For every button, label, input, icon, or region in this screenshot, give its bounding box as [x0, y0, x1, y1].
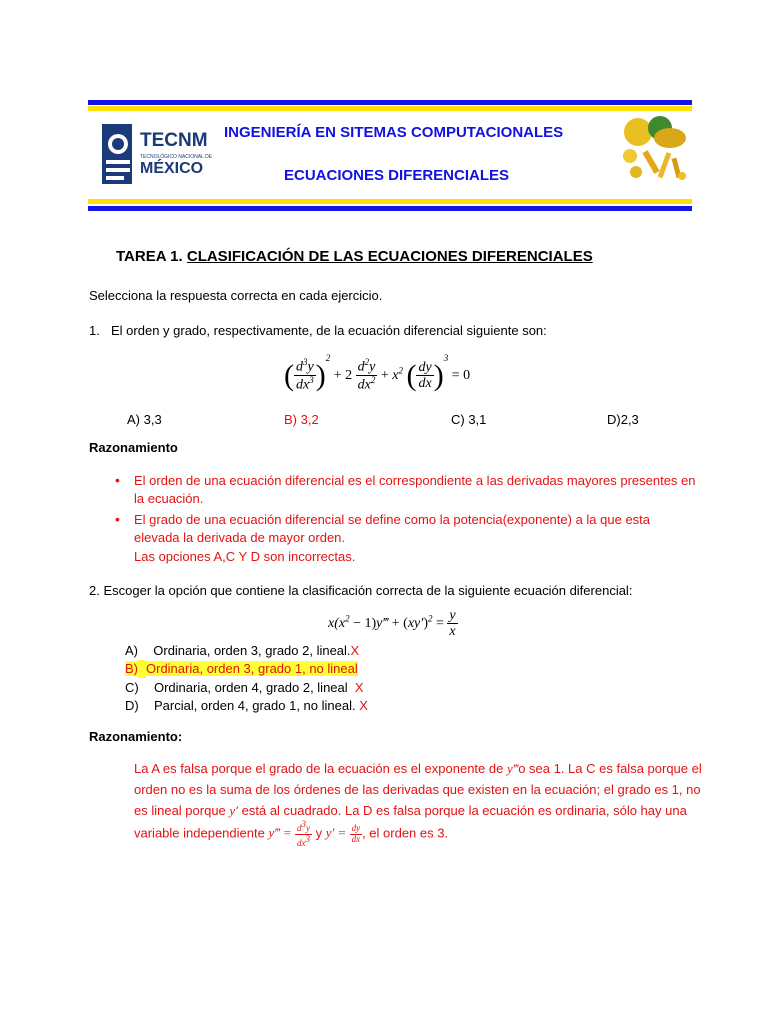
q2-option-c-mark: X — [354, 680, 364, 695]
q2-option-b-text: Ordinaria, orden 3, grado 1, no lineal — [146, 661, 358, 676]
header-bottom-blue-band — [88, 206, 692, 211]
course-name: ECUACIONES DIFERENCIALES — [284, 167, 510, 184]
q2-option-b-letter: B) — [125, 661, 138, 676]
logo-text: TECNM — [140, 130, 208, 151]
q2-reason-line-4b: y — [311, 825, 326, 841]
q2-reason-line-4 — [134, 820, 448, 849]
q1-bullet-2-line-3: Las opciones A,C Y D son incorrectas. — [134, 549, 356, 564]
q1-bullet-1-icon: • — [115, 472, 120, 488]
title-prefix: TAREA 1. — [116, 248, 183, 265]
q1-bullet-1-line-1: El orden de una ecuación diferencial es el correspondiente a las derivadas mayores presentes en — [134, 473, 696, 488]
y-prime-def: y′ = $\frac{dy}{dx}$ — [325, 823, 361, 844]
q2-reason-line-4c: , el orden es 3. — [362, 825, 449, 841]
q2-option-d — [125, 697, 368, 715]
program-name: INGENIERÍA EN SITEMAS COMPUTACIONALES — [224, 124, 564, 141]
q2-option-d-letter: D) — [125, 698, 139, 713]
tecnm-logo — [100, 122, 213, 188]
q2-option-c-text: Ordinaria, orden 4, grado 2, lineal — [153, 680, 348, 695]
q1-number: 1. — [89, 323, 100, 338]
q2-reason-line-1a: La A es falsa porque el grado de la ecuación es el exponente de — [134, 761, 507, 776]
q2-prompt: 2. Escoger la opción que contiene la clasificación correcta de la siguiente ecuación diferencial: — [89, 583, 633, 598]
title-main: CLASIFICACIÓN DE LAS ECUACIONES DIFERENCIALES — [186, 248, 593, 265]
q2-reason-line-1b: o sea 1. La C es falsa porque el — [518, 761, 702, 776]
q2-reason-line-4a: variable independiente — [134, 825, 269, 841]
q2-option-a-letter: A) — [125, 643, 138, 658]
q1-option-c: C) 3,1 — [451, 412, 487, 427]
y-prime: y′ — [229, 803, 239, 818]
q2-reason-line-3a: es lineal porque — [134, 803, 230, 818]
header-top-blue-band — [88, 100, 692, 105]
q1-prompt: El orden y grado, respectivamente, de la ecuación diferencial siguiente son: — [111, 323, 547, 338]
header-bottom-yellow-band — [88, 199, 692, 204]
assignment-title — [116, 248, 593, 265]
q2-option-d-text: Parcial, orden 4, grado 1, no lineal. — [153, 698, 356, 713]
q1-bullet-2-line-1: El grado de una ecuación diferencial se define como la potencia(exponente) a la que esta — [134, 512, 651, 527]
q2-reason-line-1 — [134, 760, 702, 778]
q2-option-d-mark: X — [359, 698, 368, 713]
tecnm-emblem-icon — [100, 122, 136, 186]
q1-option-a: A) 3,3 — [127, 412, 162, 427]
q1-reason-label: Razonamiento — [89, 440, 178, 455]
q1-equation: ( $\frac{d^3y}{dx^3}$ )$^2$ + 2 $\frac{d^2y}{dx^2}$ + $x^2$ ( $\frac{dy}{dx}$ )$^3$ = 0 — [284, 353, 471, 393]
q2-option-b — [125, 660, 358, 678]
logo-country: MÉXICO — [140, 160, 204, 177]
logo-subtext: TECNOLÓGICO NACIONAL DE — [140, 154, 213, 160]
header-top-yellow-band — [88, 106, 692, 111]
q1-bullet-2-icon: • — [115, 511, 120, 527]
chemistry-decoration-icon — [618, 112, 690, 188]
q1-option-d: D)2,3 — [607, 412, 639, 427]
q1-option-b: B) 3,2 — [284, 412, 319, 427]
q2-option-a — [125, 642, 359, 660]
q2-reason-line-3b: está al cuadrado. La D es falsa porque la ecuación es ordinaria, sólo hay una — [238, 803, 687, 818]
q1-bullet-2-line-2: elevada la derivada de mayor orden. — [134, 530, 346, 545]
q2-reason-label: Razonamiento: — [89, 729, 183, 744]
q2-reason-line-3 — [134, 802, 687, 820]
q2-option-c — [125, 679, 364, 697]
y-triple-prime-def: y‴ = $\frac{d^3y}{dx^3}$ — [268, 819, 310, 848]
q2-equation: $x(x^2$ − 1)y‴ + $(xy')^2$ = $\frac{y}{x}$ — [328, 608, 456, 640]
q1-bullet-1-line-2: la ecuación. — [134, 491, 204, 506]
q2-option-a-mark: X — [350, 643, 360, 658]
q2-reason-line-2: orden no es la suma de los órdenes de las derivadas que existen en la ecuación; el grado es 1, no — [134, 782, 701, 797]
instructions: Selecciona la respuesta correcta en cada ejercicio. — [89, 288, 383, 303]
q2-option-c-letter: C) — [125, 680, 139, 695]
q2-option-a-text: Ordinaria, orden 3, grado 2, lineal. — [153, 643, 351, 658]
y-triple-prime: y‴ — [506, 761, 519, 776]
